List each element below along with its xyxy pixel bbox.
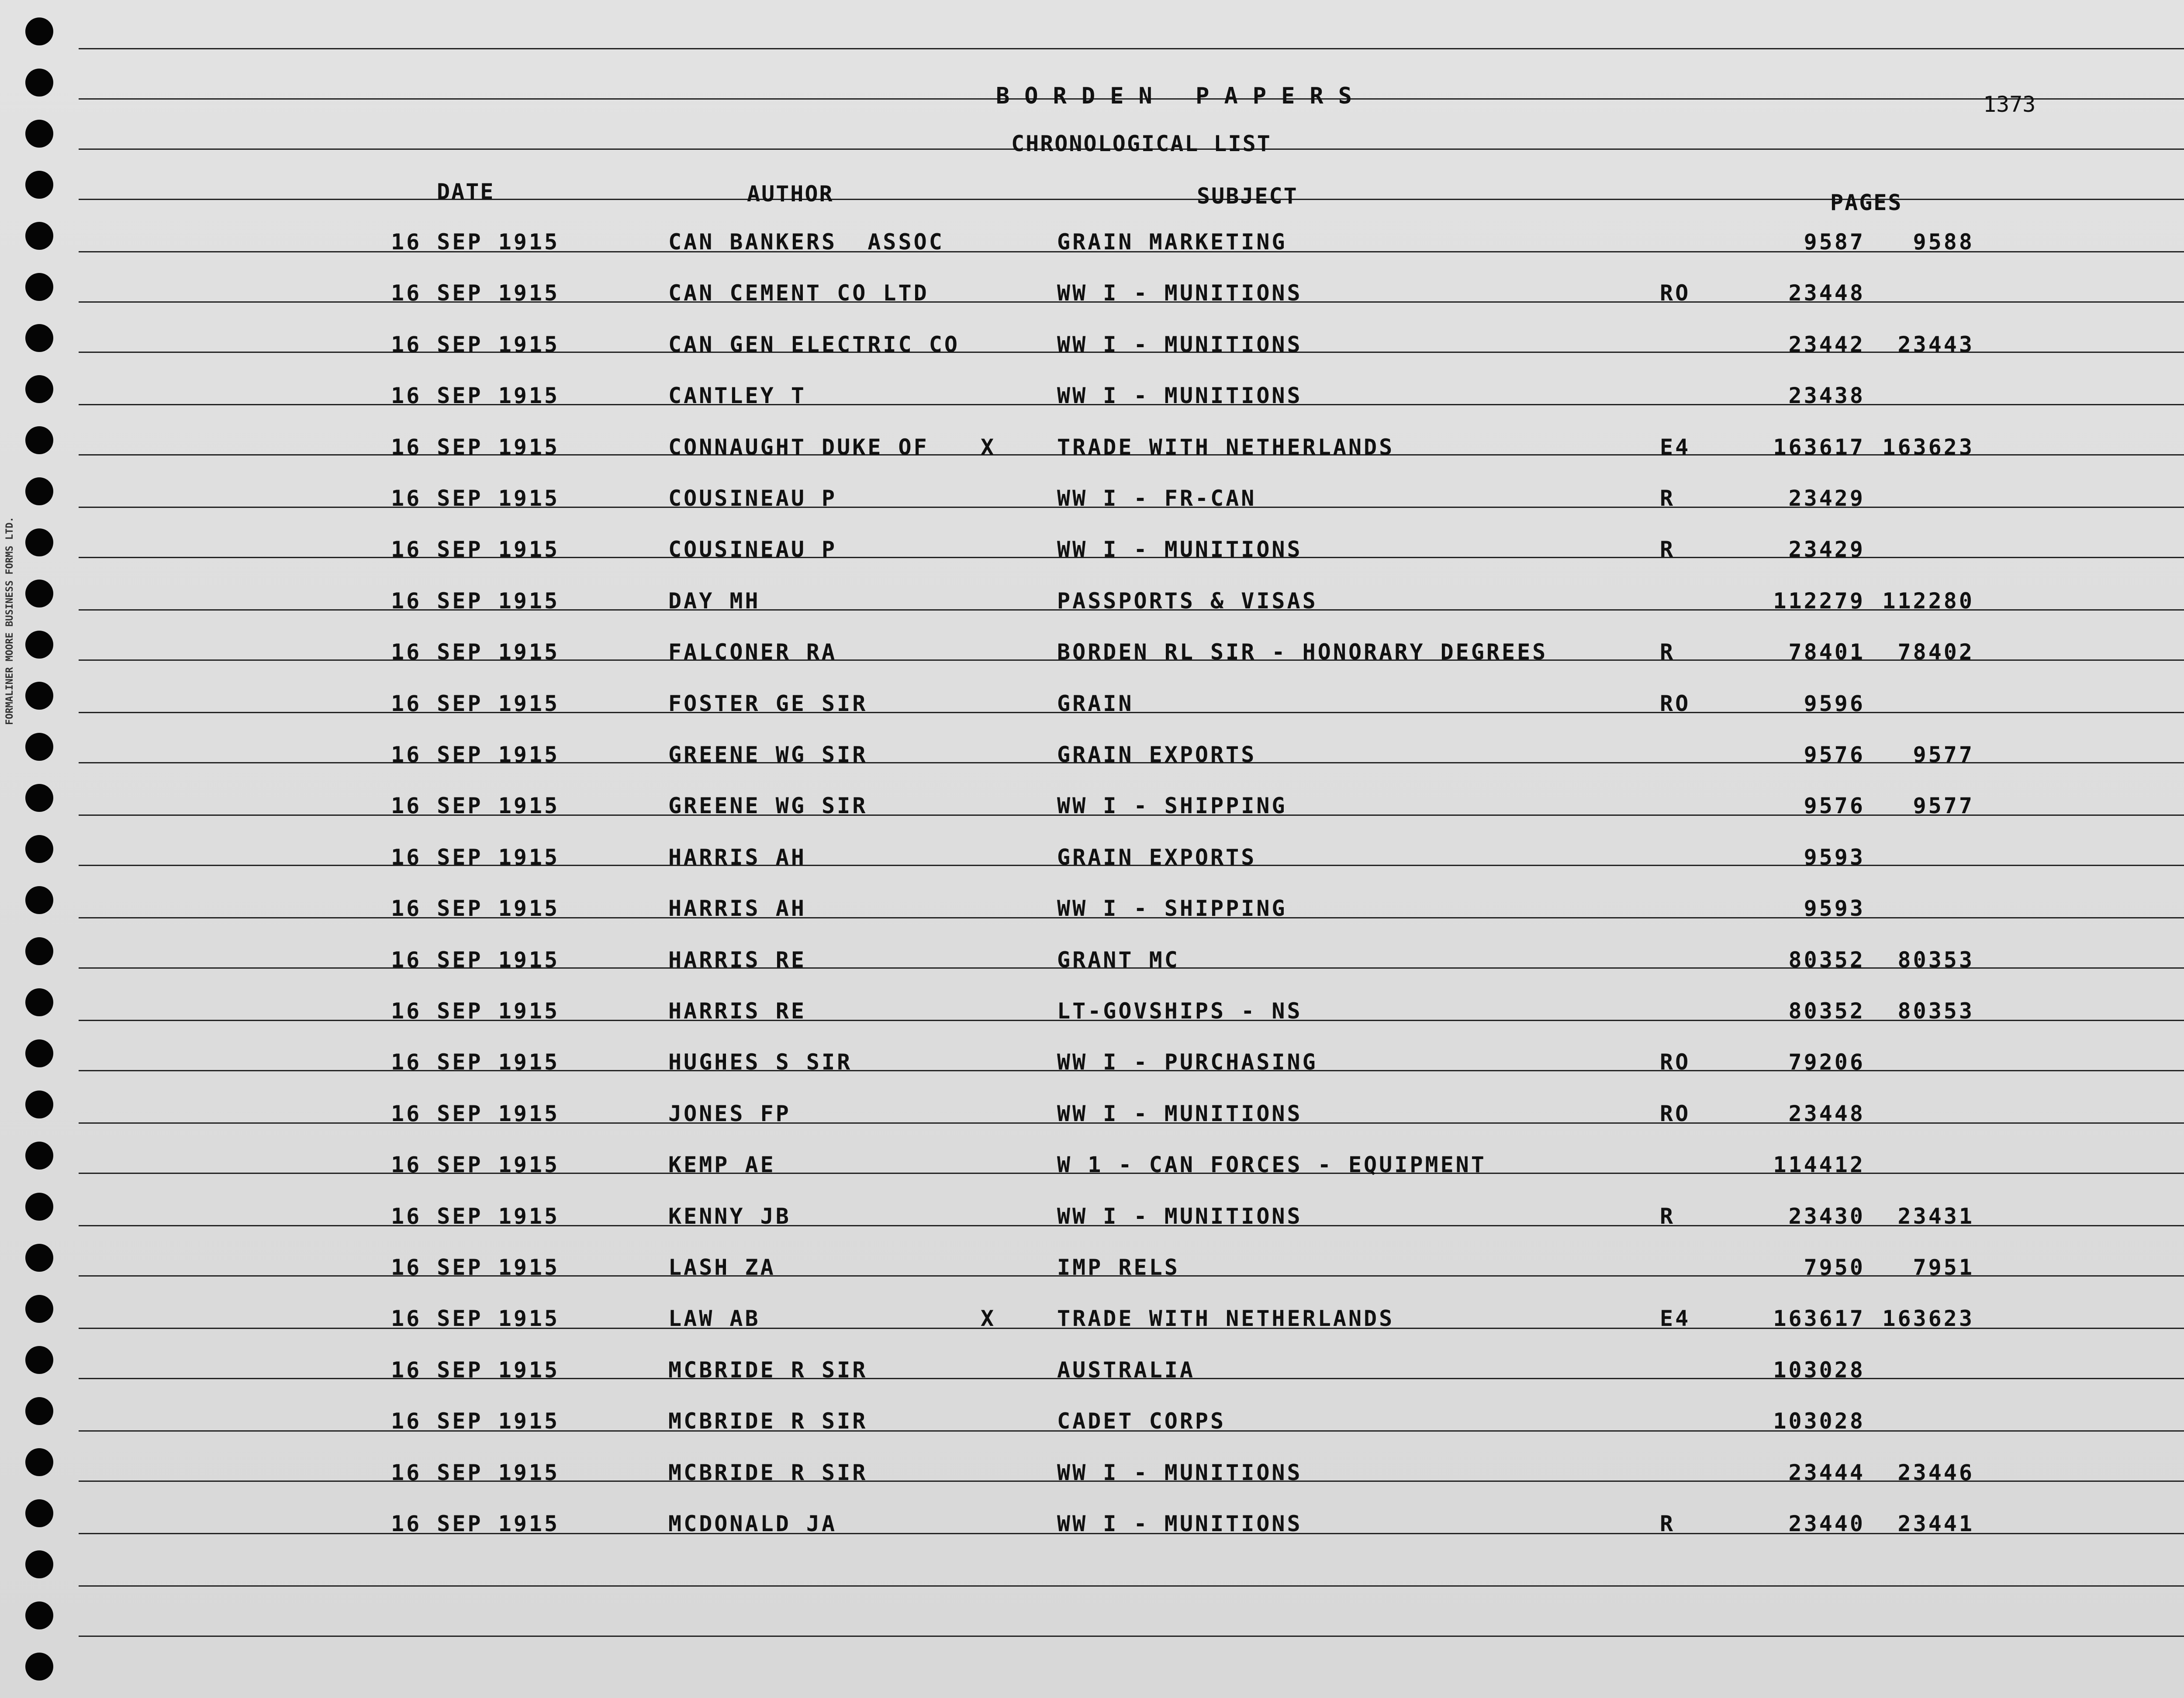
date-cell: 16 SEP 1915 [391,229,560,255]
page-start-cell: 23429 [1788,537,1865,563]
author-cell: JONES FP [668,1101,791,1126]
subject-cell: WW I - MUNITIONS [1057,331,1303,357]
ruled-line [79,1636,2184,1637]
page-end-cell: 23446 [1897,1460,1974,1485]
page-start-cell: 23442 [1788,331,1865,357]
ruled-line [79,1585,2184,1587]
page-end-cell: 9577 [1913,742,1974,767]
date-cell: 16 SEP 1915 [391,1408,560,1434]
author-cell: GREENE WG SIR [668,793,868,819]
page-start-cell: 103028 [1773,1357,1865,1383]
tractor-hole [25,69,53,97]
page-start-cell: 23429 [1788,486,1865,511]
page-start-cell: 79206 [1788,1049,1865,1075]
subject-cell: WW I - FR-CAN [1057,486,1257,511]
page-start-cell: 9587 [1804,229,1865,255]
code-cell: R [1660,486,1676,511]
author-cell: KENNY JB [668,1203,791,1229]
subject-cell: WW I - SHIPPING [1057,793,1287,819]
subject-cell: WW I - MUNITIONS [1057,537,1303,563]
subject-cell: AUSTRALIA [1057,1357,1195,1383]
author-cell: COUSINEAU P [668,486,837,511]
author-cell: COUSINEAU P [668,537,837,563]
subject-cell: PASSPORTS & VISAS [1057,588,1318,614]
subject-cell: GRAIN EXPORTS [1057,844,1257,870]
subject-cell: WW I - PURCHASING [1057,1049,1318,1075]
page-end-cell: 9577 [1913,793,1974,819]
code-cell: E4 [1660,1306,1691,1332]
page-start-cell: 78401 [1788,639,1865,665]
date-cell: 16 SEP 1915 [391,1203,560,1229]
page-end-cell: 23431 [1897,1203,1974,1229]
author-cell: LASH ZA [668,1255,776,1280]
page-end-cell: 80353 [1897,998,1974,1024]
subject-cell: GRANT MC [1057,947,1180,973]
table-row [0,537,2184,587]
table-row [0,229,2184,280]
date-cell: 16 SEP 1915 [391,280,560,306]
page-start-cell: 80352 [1788,947,1865,973]
date-cell: 16 SEP 1915 [391,1511,560,1536]
author-cell: LAW AB [668,1306,760,1332]
table-row [0,435,2184,485]
tractor-hole [25,1601,53,1629]
page-start-cell: 23430 [1788,1203,1865,1229]
tractor-hole [25,120,53,148]
table-row [0,1152,2184,1203]
table-row [0,896,2184,946]
page-end-cell: 9588 [1913,229,1974,255]
subject-cell: GRAIN EXPORTS [1057,742,1257,767]
date-cell: 16 SEP 1915 [391,1049,560,1075]
code-cell: RO [1660,690,1691,716]
page-number: 1373 [1983,92,2036,117]
table-row [0,1357,2184,1408]
code-cell: R [1660,1203,1676,1229]
page-start-cell: 23448 [1788,1101,1865,1126]
table-row [0,1408,2184,1459]
date-cell: 16 SEP 1915 [391,1101,560,1126]
date-cell: 16 SEP 1915 [391,1152,560,1178]
table-row [0,639,2184,690]
date-cell: 16 SEP 1915 [391,588,560,614]
ruled-line [79,48,2184,49]
author-cell: HUGHES S SIR [668,1049,853,1075]
date-cell: 16 SEP 1915 [391,331,560,357]
column-header-pages: PAGES [1830,190,1903,215]
author-cell: FOSTER GE SIR [668,690,868,716]
table-row [0,1255,2184,1305]
page-end-cell: 78402 [1897,639,1974,665]
page-end-cell: 112280 [1882,588,1974,614]
author-cell: CANTLEY T [668,383,806,409]
table-row [0,691,2184,742]
date-cell: 16 SEP 1915 [391,1460,560,1485]
date-cell: 16 SEP 1915 [391,793,560,819]
page-start-cell: 9576 [1804,793,1865,819]
subject-cell: CADET CORPS [1057,1408,1226,1434]
code-cell: R [1660,1511,1676,1536]
subject-cell: W 1 - CAN FORCES - EQUIPMENT [1057,1152,1486,1178]
page-end-cell: 163623 [1882,434,1974,460]
page-end-cell: 23443 [1897,331,1974,357]
tractor-hole [25,1653,53,1681]
subject-cell: WW I - MUNITIONS [1057,1203,1303,1229]
page-start-cell: 23448 [1788,280,1865,306]
subject-cell: WW I - MUNITIONS [1057,280,1303,306]
date-cell: 16 SEP 1915 [391,742,560,767]
subject-cell: WW I - MUNITIONS [1057,1511,1303,1536]
date-cell: 16 SEP 1915 [391,998,560,1024]
code-cell: RO [1660,1101,1691,1126]
subject-cell: WW I - MUNITIONS [1057,1460,1303,1485]
date-cell: 16 SEP 1915 [391,1255,560,1280]
document-title: BORDEN PAPERS [996,83,1367,109]
author-cell: HARRIS RE [668,998,806,1024]
subject-cell: WW I - MUNITIONS [1057,1101,1303,1126]
author-cell: MCBRIDE R SIR [668,1408,868,1434]
table-row [0,383,2184,434]
table-row [0,1460,2184,1511]
date-cell: 16 SEP 1915 [391,537,560,563]
author-cell: CAN CEMENT CO LTD [668,280,929,306]
page-start-cell: 9593 [1804,896,1865,921]
author-cell: HARRIS AH [668,896,806,921]
subject-cell: WW I - MUNITIONS [1057,383,1303,409]
code-cell: E4 [1660,434,1691,460]
table-row [0,1101,2184,1152]
subject-cell: WW I - SHIPPING [1057,896,1287,921]
author-cell: MCBRIDE R SIR [668,1460,868,1485]
page-start-cell: 9593 [1804,844,1865,870]
author-cell: HARRIS AH [668,844,806,870]
page-start-cell: 80352 [1788,998,1865,1024]
subject-cell: TRADE WITH NETHERLANDS [1057,1306,1395,1332]
page-start-cell: 9576 [1804,742,1865,767]
author-cell: CONNAUGHT DUKE OF [668,434,929,460]
page-end-cell: 23441 [1897,1511,1974,1536]
subject-cell: BORDEN RL SIR - HONORARY DEGREES [1057,639,1548,665]
date-cell: 16 SEP 1915 [391,434,560,460]
subject-cell: GRAIN [1057,690,1134,716]
table-row [0,332,2184,383]
date-cell: 16 SEP 1915 [391,690,560,716]
page-start-cell: 9596 [1804,690,1865,716]
column-header-author: AUTHOR [747,181,834,207]
table-row [0,742,2184,793]
page-start-cell: 23440 [1788,1511,1865,1536]
author-cell: FALCONER RA [668,639,837,665]
page-start-cell: 7950 [1804,1255,1865,1280]
table-row [0,1204,2184,1254]
subject-cell: IMP RELS [1057,1255,1180,1280]
form-imprint: FORMALINER MOORE BUSINESS FORMS LTD. [4,517,15,725]
column-header-subject: SUBJECT [1197,183,1298,209]
page-end-cell: 80353 [1897,947,1974,973]
table-row [0,280,2184,331]
flag-cell: X [981,1306,996,1332]
table-row [0,793,2184,844]
flag-cell: X [981,434,996,460]
page-end-cell: 7951 [1913,1255,1974,1280]
code-cell: RO [1660,1049,1691,1075]
tractor-hole [25,171,53,199]
table-row [0,588,2184,639]
page-start-cell: 23444 [1788,1460,1865,1485]
date-cell: 16 SEP 1915 [391,947,560,973]
date-cell: 16 SEP 1915 [391,844,560,870]
date-cell: 16 SEP 1915 [391,639,560,665]
date-cell: 16 SEP 1915 [391,383,560,409]
author-cell: KEMP AE [668,1152,776,1178]
code-cell: R [1660,639,1676,665]
date-cell: 16 SEP 1915 [391,486,560,511]
subject-cell: TRADE WITH NETHERLANDS [1057,434,1395,460]
author-cell: DAY MH [668,588,760,614]
table-row [0,845,2184,895]
code-cell: RO [1660,280,1691,306]
subject-cell: LT-GOVSHIPS - NS [1057,998,1303,1024]
table-row [0,1306,2184,1356]
page-start-cell: 23438 [1788,383,1865,409]
page-end-cell: 163623 [1882,1306,1974,1332]
page-start-cell: 163617 [1773,434,1865,460]
author-cell: GREENE WG SIR [668,742,868,767]
author-cell: CAN GEN ELECTRIC CO [668,331,960,357]
page-start-cell: 163617 [1773,1306,1865,1332]
list-subtitle: CHRONOLOGICAL LIST [1011,131,1272,156]
page-start-cell: 112279 [1773,588,1865,614]
subject-cell: GRAIN MARKETING [1057,229,1287,255]
table-row [0,486,2184,536]
date-cell: 16 SEP 1915 [391,1357,560,1383]
author-cell: HARRIS RE [668,947,806,973]
code-cell: R [1660,537,1676,563]
table-row [0,1049,2184,1100]
column-header-date: DATE [437,179,495,204]
date-cell: 16 SEP 1915 [391,1306,560,1332]
table-row [0,998,2184,1049]
tractor-hole [25,17,53,45]
author-cell: CAN BANKERS ASSOC [668,229,944,255]
author-cell: MCBRIDE R SIR [668,1357,868,1383]
table-row [0,947,2184,998]
page-start-cell: 103028 [1773,1408,1865,1434]
date-cell: 16 SEP 1915 [391,896,560,921]
page-start-cell: 114412 [1773,1152,1865,1178]
author-cell: MCDONALD JA [668,1511,837,1536]
table-row [0,1511,2184,1562]
